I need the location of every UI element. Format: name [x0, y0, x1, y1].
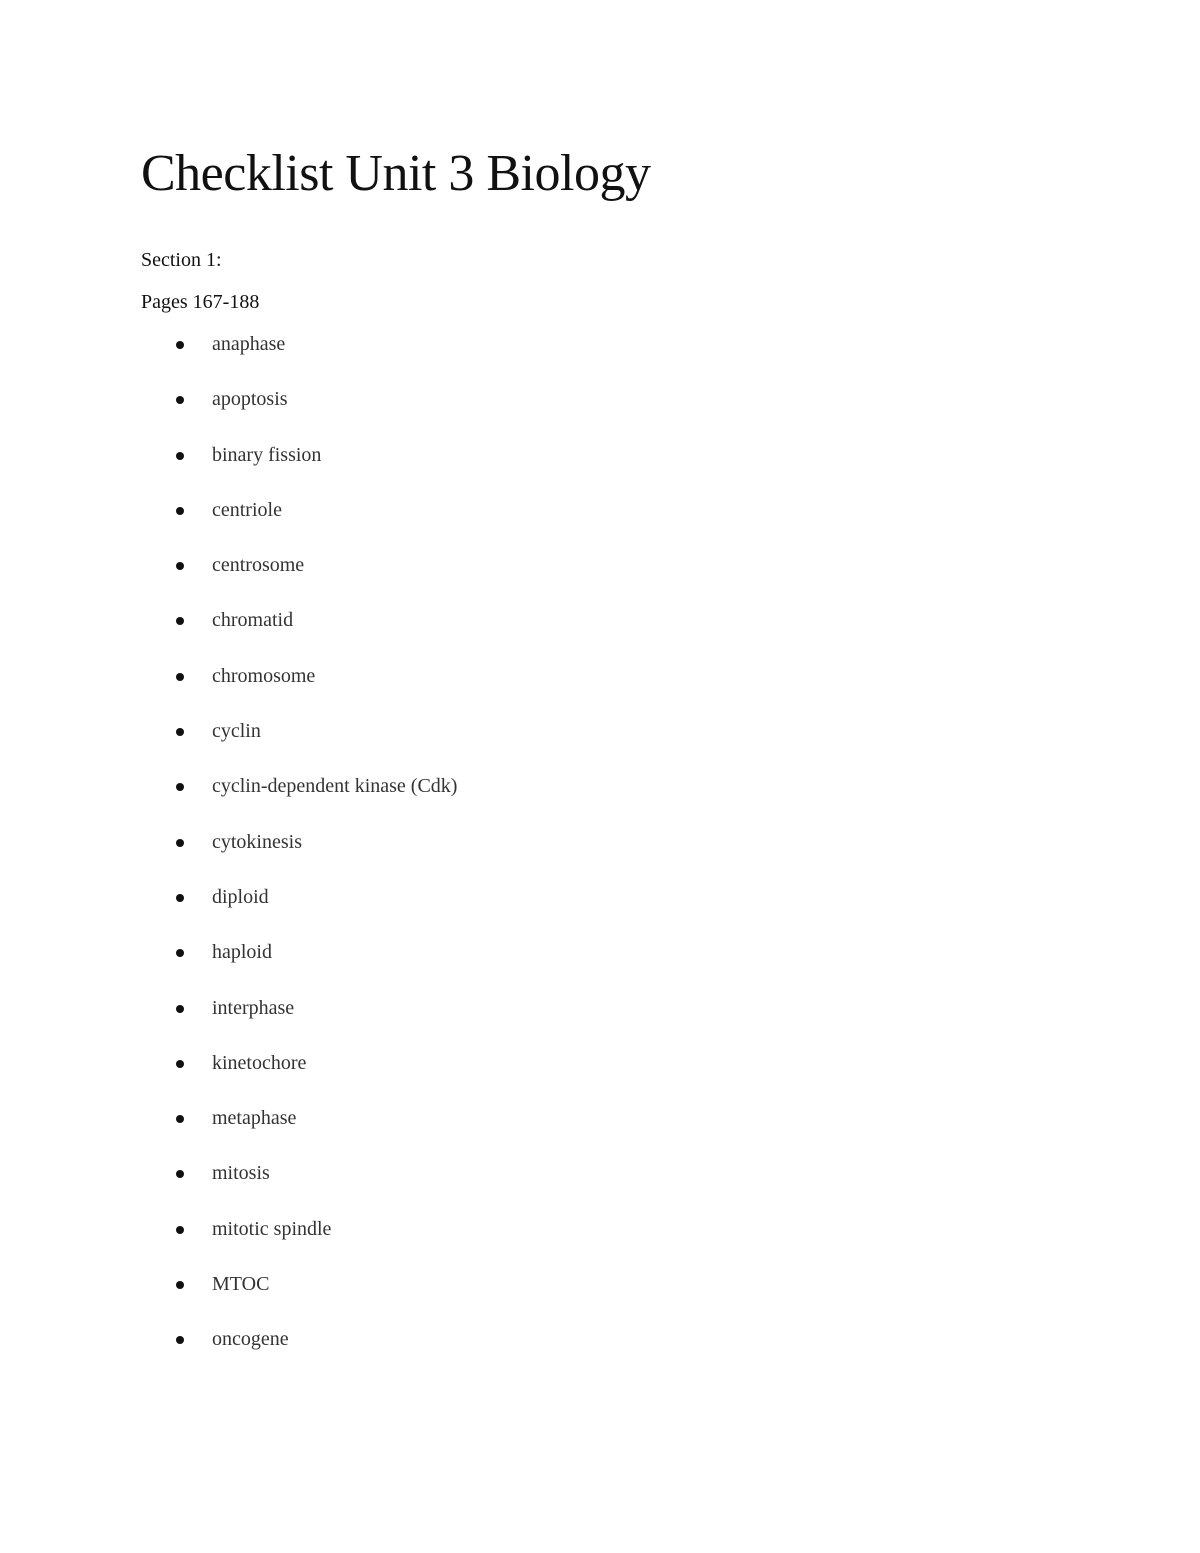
- document-title: Checklist Unit 3 Biology: [141, 145, 651, 202]
- term-label: interphase: [212, 996, 295, 1019]
- term-label: MTOC: [212, 1273, 270, 1296]
- term-checklist: [0, 331, 1200, 1382]
- term-label: binary fission: [212, 443, 322, 466]
- bullet-icon: [176, 562, 184, 570]
- term-label: centrosome: [212, 554, 305, 577]
- list-item: [0, 442, 1200, 497]
- list-item: [0, 1160, 1200, 1215]
- term-label: kinetochore: [212, 1051, 307, 1074]
- list-item: [0, 552, 1200, 607]
- list-item: [0, 773, 1200, 828]
- section-label: Section 1:: [141, 249, 222, 271]
- bullet-icon: [176, 1336, 184, 1344]
- list-item: [0, 718, 1200, 773]
- bullet-icon: [176, 783, 184, 791]
- term-label: chromosome: [212, 664, 316, 687]
- list-item: [0, 1326, 1200, 1381]
- list-item: [0, 1105, 1200, 1160]
- term-label: anaphase: [212, 333, 286, 355]
- list-item: [0, 497, 1200, 552]
- term-label: oncogene: [212, 1328, 289, 1351]
- list-item: [0, 1216, 1200, 1271]
- term-label: mitosis: [212, 1162, 270, 1185]
- pages-range-label: Pages 167-188: [141, 291, 260, 313]
- bullet-icon: [176, 894, 184, 902]
- bullet-icon: [176, 1170, 184, 1178]
- bullet-icon: [176, 728, 184, 736]
- bullet-icon: [176, 396, 184, 404]
- bullet-icon: [176, 452, 184, 460]
- term-label: haploid: [212, 941, 272, 964]
- list-item: [0, 995, 1200, 1050]
- list-item: [0, 1050, 1200, 1105]
- term-label: metaphase: [212, 1107, 297, 1130]
- bullet-icon: [176, 1005, 184, 1013]
- bullet-icon: [176, 507, 184, 515]
- list-item: [0, 607, 1200, 662]
- list-item: [0, 331, 1200, 386]
- bullet-icon: [176, 1226, 184, 1234]
- term-label: chromatid: [212, 609, 294, 632]
- term-label: diploid: [212, 885, 269, 908]
- list-item: [0, 386, 1200, 441]
- bullet-icon: [176, 1281, 184, 1289]
- bullet-icon: [176, 949, 184, 957]
- term-label: cyclin: [212, 720, 261, 743]
- bullet-icon: [176, 1060, 184, 1068]
- bullet-icon: [176, 1115, 184, 1123]
- list-item: [0, 1271, 1200, 1326]
- term-label: centriole: [212, 498, 282, 521]
- term-label: apoptosis: [212, 388, 288, 411]
- bullet-icon: [176, 839, 184, 847]
- list-item: [0, 939, 1200, 994]
- bullet-icon: [176, 673, 184, 681]
- list-item: [0, 663, 1200, 718]
- term-label: mitotic spindle: [212, 1217, 332, 1240]
- list-item: [0, 829, 1200, 884]
- list-item: [0, 884, 1200, 939]
- term-label: cyclin-dependent kinase (Cdk): [212, 775, 458, 798]
- bullet-icon: [176, 341, 184, 349]
- bullet-icon: [176, 617, 184, 625]
- term-label: cytokinesis: [212, 830, 302, 853]
